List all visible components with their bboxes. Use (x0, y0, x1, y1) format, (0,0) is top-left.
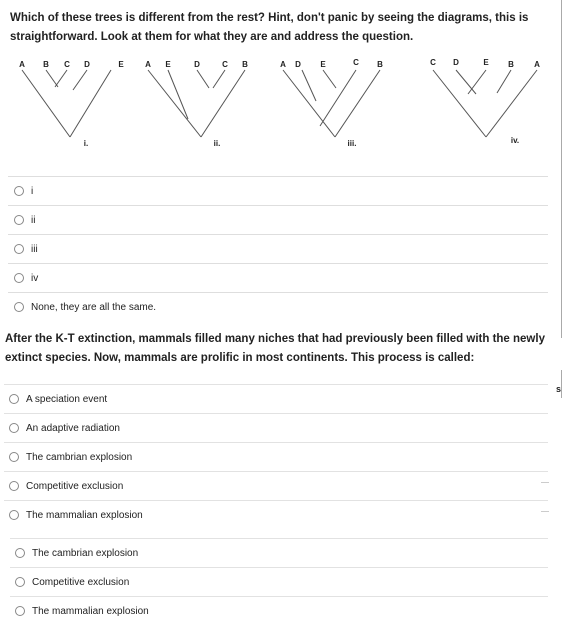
option-mammalian-explosion[interactable] (4, 500, 548, 529)
radio-button[interactable] (14, 273, 24, 283)
radio-button[interactable] (14, 215, 24, 225)
radio-button[interactable] (14, 302, 24, 312)
option-cambrian-explosion[interactable] (4, 442, 548, 471)
option-label: Competitive exclusion (32, 576, 130, 588)
edge-tick (541, 511, 549, 512)
question-1-text: Which of these trees is different from the rest? Hint, don't panic by seeing the diagrams, this is straightforward. Look at them for what they are and address the question. (10, 12, 529, 43)
tree-iii-branches (283, 70, 380, 137)
edge-tick (541, 482, 549, 483)
option-ii[interactable] (8, 205, 548, 234)
tree-i-tip-5: E (118, 60, 124, 69)
tree-ii-tip-1: A (145, 60, 151, 69)
radio-button[interactable] (15, 606, 25, 616)
tree-ii-tip-3: D (194, 60, 200, 69)
option-i[interactable] (8, 176, 548, 205)
option-label: The cambrian explosion (32, 547, 139, 559)
phylogenetic-trees-figure (0, 56, 568, 156)
tree-iv-tip-4: B (508, 60, 514, 69)
tree-iii-tip-2: D (295, 60, 301, 69)
tree-i-label: i. (83, 139, 89, 148)
clipped-text-fragment: s (556, 384, 562, 394)
duplicate-options-fragment (10, 538, 548, 624)
option-label: iii (31, 243, 38, 255)
option-label: ii (31, 214, 36, 226)
radio-button[interactable] (9, 423, 19, 433)
option-speciation-event[interactable] (4, 384, 548, 413)
tree-iv-tip-5: A (534, 60, 540, 69)
option-none-same[interactable] (8, 292, 548, 321)
tree-iii-tip-4: C (353, 58, 359, 67)
tree-ii-tip-5: B (242, 60, 248, 69)
right-edge-divider-lower (561, 370, 562, 398)
option-mammalian-explosion-duplicate[interactable] (10, 596, 548, 624)
radio-button[interactable] (9, 510, 19, 520)
tree-iv-tip-2: D (453, 58, 459, 67)
tree-i-tip-3: C (64, 60, 70, 69)
tree-i-tip-4: D (84, 60, 90, 69)
option-label: An adaptive radiation (26, 422, 120, 434)
option-label: None, they are all the same. (31, 301, 157, 313)
tree-ii-label: ii. (213, 139, 221, 148)
option-label: The mammalian explosion (32, 605, 149, 617)
tree-ii-tip-4: C (222, 60, 228, 69)
tree-iv-label: iv. (510, 136, 520, 145)
option-label: The mammalian explosion (26, 509, 143, 521)
tree-iv-tip-1: C (430, 58, 436, 67)
option-iii[interactable] (8, 234, 548, 263)
option-label: A speciation event (26, 393, 108, 405)
right-edge-divider (561, 0, 562, 338)
radio-button[interactable] (14, 244, 24, 254)
question-2-text: After the K-T extinction, mammals filled many niches that had previously been filled with the newly extinct species. Now, mammals are prolific in most continents. This process is called: (5, 333, 545, 364)
radio-button[interactable] (15, 548, 25, 558)
radio-button[interactable] (15, 577, 25, 587)
tree-i-tip-1: A (19, 60, 25, 69)
tree-iv-tip-3: E (483, 58, 489, 67)
radio-button[interactable] (9, 452, 19, 462)
option-label: i (31, 185, 34, 197)
question-1-options (8, 176, 548, 321)
radio-button[interactable] (9, 481, 19, 491)
option-label: iv (31, 272, 39, 284)
tree-ii-tip-2: E (165, 60, 171, 69)
tree-ii-branches (148, 70, 245, 137)
option-competitive-exclusion-duplicate[interactable] (10, 567, 548, 596)
tree-i-branches (22, 70, 111, 137)
question-2-options (4, 384, 548, 529)
tree-iii-tip-5: B (377, 60, 383, 69)
option-competitive-exclusion[interactable] (4, 471, 548, 500)
tree-iv-branches (433, 70, 537, 137)
option-label: The cambrian explosion (26, 451, 133, 463)
tree-iii-tip-3: E (320, 60, 326, 69)
tree-iii-tip-1: A (280, 60, 286, 69)
tree-iii-label: iii. (347, 139, 357, 148)
option-label: Competitive exclusion (26, 480, 124, 492)
option-adaptive-radiation[interactable] (4, 413, 548, 442)
radio-button[interactable] (9, 394, 19, 404)
radio-button[interactable] (14, 186, 24, 196)
option-cambrian-explosion-duplicate[interactable] (10, 538, 548, 567)
option-iv[interactable] (8, 263, 548, 292)
tree-i-tip-2: B (43, 60, 49, 69)
